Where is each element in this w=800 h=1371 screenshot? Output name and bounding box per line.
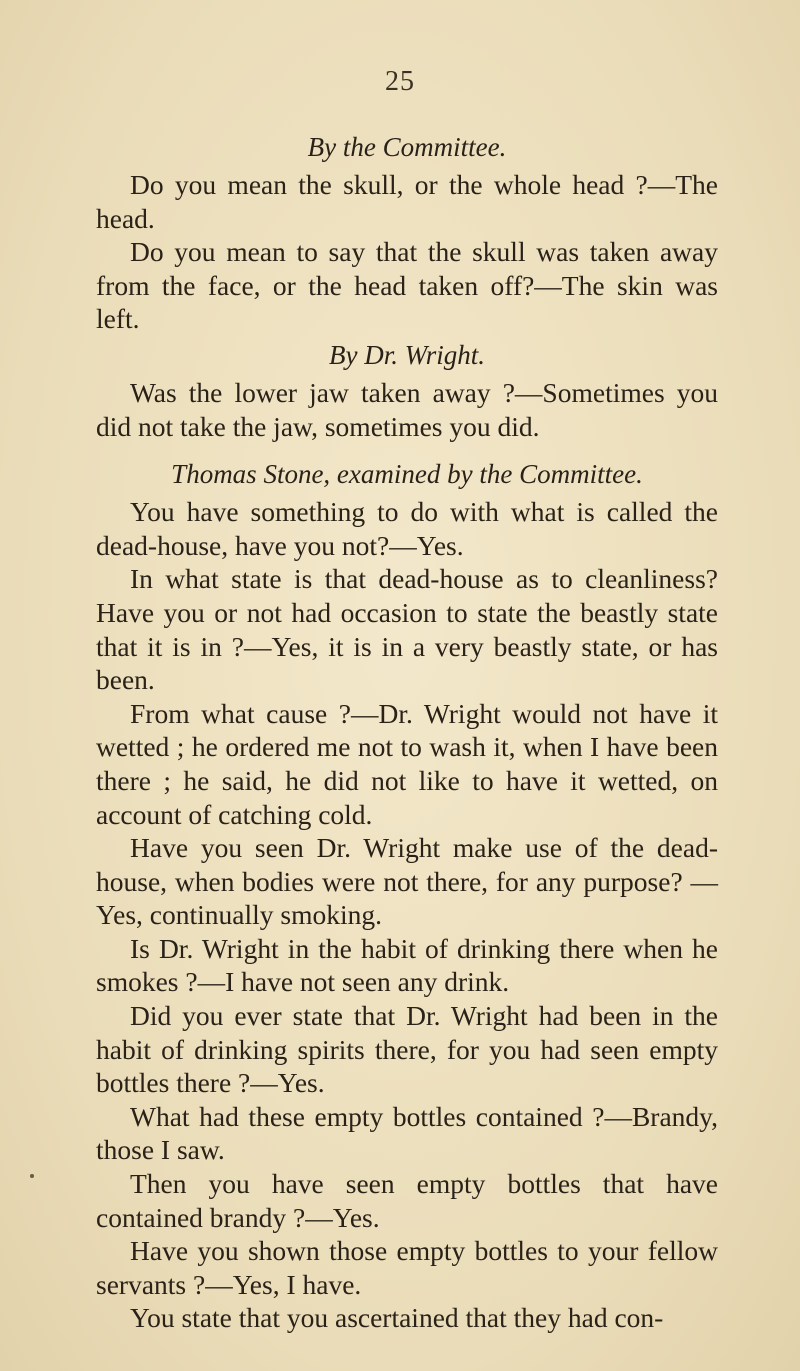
paragraph: Did you ever state that Dr. Wright had been in the habit of drinking spirits there, for you had seen empty bottles there ?—Yes. xyxy=(96,1000,718,1099)
paragraph: Do you mean the skull, or the whole head ?—The head. xyxy=(96,169,718,234)
page-number: 25 xyxy=(385,66,415,97)
paragraph: From what cause ?—Dr. Wright would not have it wetted ; he ordered me not to wash it, when I have been there ; he said, he did not like to have it wetted, on account of catching cold. xyxy=(96,697,718,830)
paragraph: What had these empty bottles contained ?—Brandy, those I saw. xyxy=(96,1100,718,1166)
paragraph: You state that you ascertained that they had con- xyxy=(130,1302,664,1334)
paragraph: Have you seen Dr. Wright make use of the dead-house, when bodies were not there, for any purpose? —Yes, continually smoking. xyxy=(96,832,718,931)
paragraph: Then you have seen empty bottles that have contained brandy ?—Yes. xyxy=(96,1168,718,1233)
paragraph: You have something to do with what is called the dead-house, have you not?—Yes. xyxy=(96,496,718,561)
section-heading-committee: By the Committee. xyxy=(307,132,507,162)
margin-speck xyxy=(30,1174,34,1178)
section-heading-dr-wright: By Dr. Wright. xyxy=(328,339,485,370)
section-heading-thomas-stone: Thomas Stone, examined by the Committee. xyxy=(171,459,643,490)
paragraph: Do you mean to say that the skull was taken away from the face, or the head taken off?—The skin was left. xyxy=(96,236,718,335)
paragraph: Have you shown those empty bottles to your fellow servants ?—Yes, I have. xyxy=(96,1235,718,1300)
paragraph: Is Dr. Wright in the habit of drinking there when he smokes ?—I have not seen any drink. xyxy=(96,932,718,998)
paragraph: Was the lower jaw taken away ?—Sometimes you did not take the jaw, sometimes you did. xyxy=(96,376,718,442)
testimony-text xyxy=(96,130,718,1335)
paragraph: In what state is that dead-house as to cleanliness? Have you or not had occasion to state the beastly state that it is in ?—Yes, it is in a very beastly state, or has been. xyxy=(96,563,718,696)
